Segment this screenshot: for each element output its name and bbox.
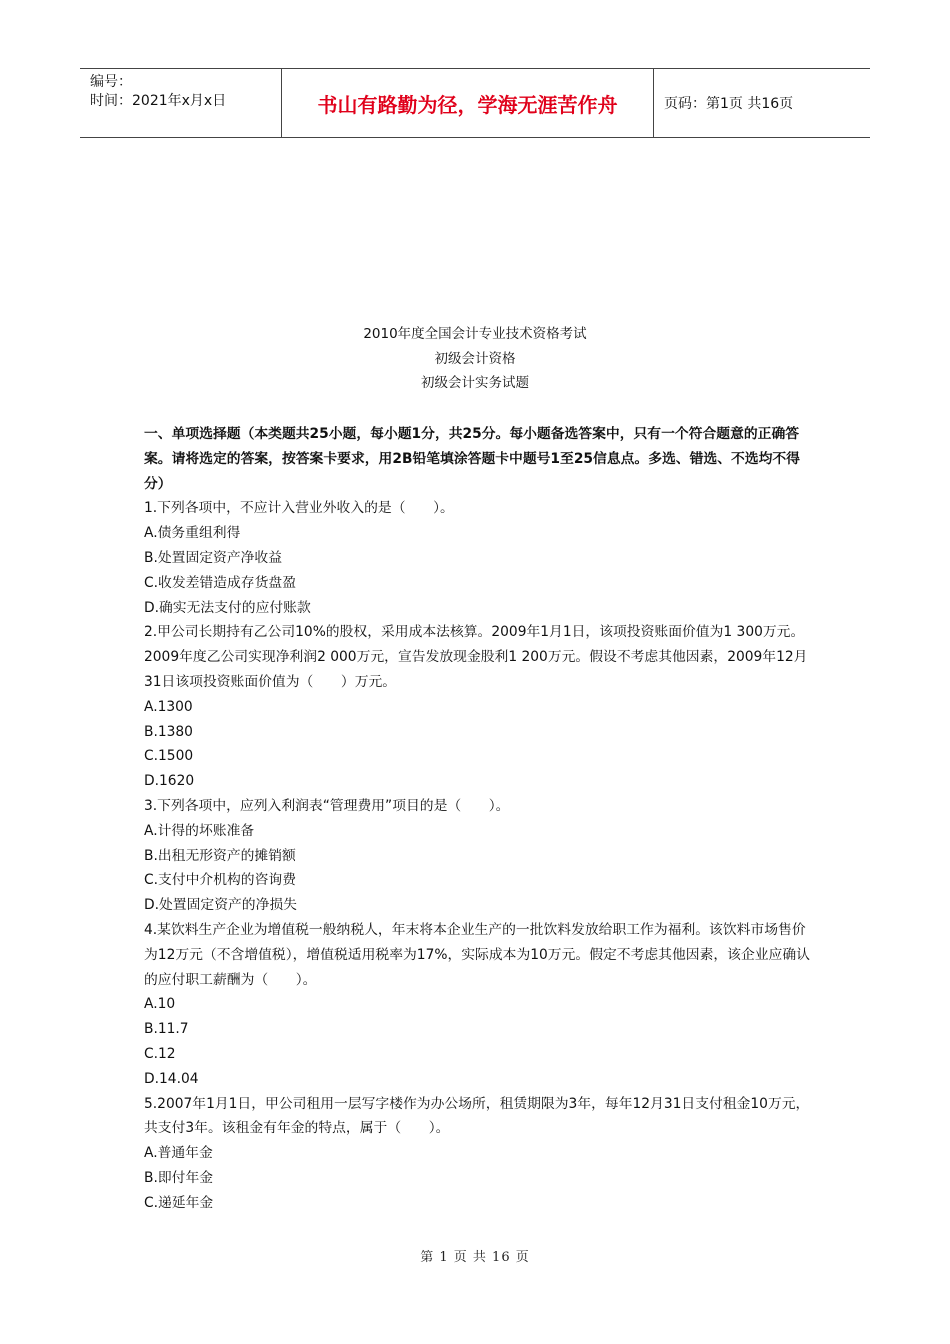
question-1-option-b: B.处置固定资产净收益 bbox=[144, 549, 283, 566]
question-2-option-c: C.1500 bbox=[144, 748, 194, 765]
question-4-stem: 4.某饮料生产企业为增值税一般纳税人，年末将本企业生产的一批饮料发放给职工作为福利。该饮料市场售价为12万元（不含增值税），增值税适用税率为17%，实际成本为10万元。假定不考虑其他因素，该企业应确认的应付职工薪酬为（ ）。 bbox=[144, 921, 810, 988]
question-1-stem: 1.下列各项中，不应计入营业外收入的是（ ）。 bbox=[144, 500, 454, 517]
question-3-option-d: D.处置固定资产的净损失 bbox=[144, 897, 297, 914]
question-2-option-a: A.1300 bbox=[144, 698, 193, 715]
question-4-option-b: B.11.7 bbox=[144, 1021, 189, 1038]
exam-title-line-3: 初级会计实务试题 bbox=[421, 375, 529, 391]
document-number-label: 编号： bbox=[90, 74, 132, 90]
question-5-option-a: A.普通年金 bbox=[144, 1145, 213, 1162]
question-5-option-b: B.即付年金 bbox=[144, 1169, 214, 1186]
question-3-option-b: B.出租无形资产的摊销额 bbox=[144, 847, 296, 864]
section-heading: 一、单项选择题（本类题共25小题，每小题1分，共25分。每小题备选答案中，只有一个符合题意的正确答案。请将选定的答案，按答案卡要求，用2B铅笔填涂答题卡中题号1至25信息点。多选、错选、不选均不得分） bbox=[144, 426, 800, 492]
question-4-option-c: C.12 bbox=[144, 1045, 176, 1062]
document-time-label: 时间：2021年x月x日 bbox=[90, 93, 227, 109]
header-motto: 书山有路勤为径，学海无涯苦作舟 bbox=[281, 69, 654, 137]
exam-content bbox=[144, 422, 814, 1216]
page-footer: 第 1 页 共 16 页 bbox=[420, 1250, 530, 1265]
exam-title-block bbox=[0, 322, 950, 396]
question-2-stem: 2.甲公司长期持有乙公司10%的股权，采用成本法核算。2009年1月1日，该项投资账面价值为1 300万元。2009年度乙公司实现净利润2 000万元，宣告发放现金股利1 200万元。假设不考虑其他因素，2009年12月31日该项投资账面价值为（ ）万元。 bbox=[144, 624, 808, 690]
question-1-option-c: C.收发差错造成存货盘盈 bbox=[144, 574, 296, 591]
question-4-option-d: D.14.04 bbox=[144, 1070, 199, 1087]
exam-title-line-2: 初级会计资格 bbox=[434, 350, 516, 367]
question-3-option-a: A.计得的坏账准备 bbox=[144, 822, 255, 839]
page-header bbox=[80, 68, 870, 138]
question-1-option-a: A.债务重组利得 bbox=[144, 525, 241, 542]
question-5-stem: 5.2007年1月1日，甲公司租用一层写字楼作为办公场所，租赁期限为3年，每年12月31日支付租金10万元，共支付3年。该租金有年金的特点，属于（ ）。 bbox=[144, 1095, 810, 1137]
question-2-option-d: D.1620 bbox=[144, 773, 195, 790]
question-5-option-c: C.递延年金 bbox=[144, 1194, 214, 1211]
question-1-option-d: D.确实无法支付的应付账款 bbox=[144, 599, 311, 616]
question-2-option-b: B.1380 bbox=[144, 723, 193, 740]
header-page-info: 页码：第1页 共16页 bbox=[664, 96, 794, 112]
question-3-option-c: C.支付中介机构的咨询费 bbox=[144, 872, 296, 889]
exam-title-line-1: 2010年度全国会计专业技术资格考试 bbox=[363, 326, 587, 342]
header-meta bbox=[80, 69, 281, 137]
question-4-option-a: A.10 bbox=[144, 996, 176, 1013]
question-3-stem: 3.下列各项中，应列入利润表“管理费用”项目的是（ ）。 bbox=[144, 797, 510, 814]
